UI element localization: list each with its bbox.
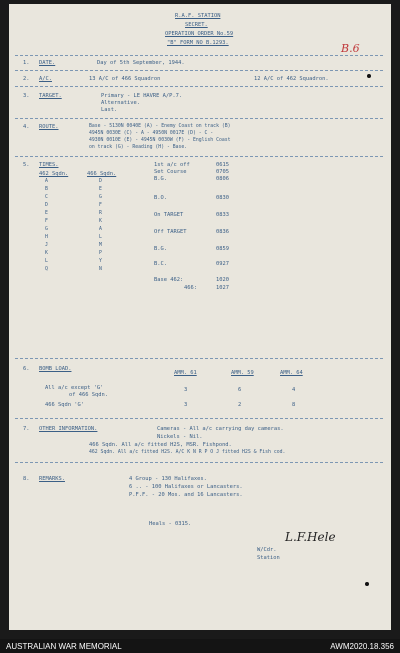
divider bbox=[15, 55, 383, 56]
aircraft-letter-462: H bbox=[45, 235, 48, 240]
aircraft-letter-466: E bbox=[99, 187, 102, 192]
time-event-label: On TARGET bbox=[154, 212, 184, 218]
bomb-value: 3 bbox=[184, 387, 188, 393]
other-info-line: Cameras - All a/c carrying day cameras. bbox=[157, 426, 284, 432]
section-5-number: 5. bbox=[23, 162, 30, 168]
section-1-number: 1. bbox=[23, 60, 30, 66]
remarks-label: REMARKS. bbox=[39, 476, 65, 482]
divider bbox=[15, 118, 383, 119]
aircraft-letter-466: K bbox=[99, 219, 102, 224]
signature-rank: W/Cdr. bbox=[257, 547, 277, 553]
aircraft-letter-462: J bbox=[45, 243, 48, 248]
aircraft-letter-462: A bbox=[45, 179, 48, 184]
time-event-value: 0859 bbox=[216, 246, 229, 252]
archive-reference: AWM2020.18.356 bbox=[330, 642, 394, 651]
order-number-heading: OPERATION ORDER No.59 bbox=[165, 31, 234, 37]
aircraft-letter-462: E bbox=[45, 211, 48, 216]
other-info-line: Nickels - Nil. bbox=[157, 434, 203, 440]
time-event-value: 1020 bbox=[216, 277, 229, 283]
section-7-number: 7. bbox=[23, 426, 30, 432]
aircraft-letter-462: L bbox=[45, 259, 48, 264]
section-8-number: 8. bbox=[23, 476, 30, 482]
time-event-label: B.C. bbox=[154, 261, 167, 267]
bomb-row-label: 466 Sqdn 'G' bbox=[45, 402, 84, 408]
archive-name: AUSTRALIAN WAR MEMORIAL bbox=[6, 642, 122, 651]
time-event-value: 0806 bbox=[216, 176, 229, 182]
section-3-number: 3. bbox=[23, 93, 30, 99]
aircraft-letter-466: F bbox=[99, 203, 102, 208]
red-corner-mark: B.6 bbox=[341, 42, 360, 55]
archive-footer bbox=[0, 639, 400, 653]
bomb-col-header: AMM. 64 bbox=[280, 370, 303, 376]
other-info-label: OTHER INFORMATION. bbox=[39, 426, 98, 432]
aircraft-letter-462: K bbox=[45, 251, 48, 256]
route-label: ROUTE. bbox=[39, 124, 59, 130]
divider bbox=[15, 358, 383, 359]
bomb-row-label: of 466 Sqdn. bbox=[69, 392, 108, 398]
bomb-value: 6 bbox=[238, 387, 242, 393]
time-event-label: B.G. bbox=[154, 246, 167, 252]
divider bbox=[15, 156, 383, 157]
divider bbox=[15, 418, 383, 419]
aircraft-letter-466: A bbox=[99, 227, 102, 232]
target-label: TARGET. bbox=[39, 93, 62, 99]
section-4-number: 4. bbox=[23, 124, 30, 130]
time-event-label: 1st a/c off bbox=[154, 162, 190, 168]
times-label: TIMES. bbox=[39, 162, 59, 168]
bomb-load-label: BOMB LOAD. bbox=[39, 366, 72, 372]
time-event-value: 0830 bbox=[216, 195, 229, 201]
route-line: 4930N 0010E (E) - 4945N 0030W (F) - English Coast bbox=[89, 138, 231, 143]
time-event-label: B.G. bbox=[154, 176, 167, 182]
bomb-value: 2 bbox=[238, 402, 242, 408]
times-462-header: 462 Sqdn. bbox=[39, 171, 69, 177]
pin-hole bbox=[365, 582, 369, 586]
route-line: 4945N 0030E (C) - A - 4950N 0017E (D) - C - bbox=[89, 131, 214, 136]
pin-hole bbox=[367, 74, 371, 78]
aircraft-letter-462: G bbox=[45, 227, 48, 232]
bomb-col-header: AMM. 59 bbox=[231, 370, 254, 376]
document-sheet bbox=[9, 4, 391, 630]
signature-title: Station bbox=[257, 555, 280, 561]
remarks-line: 4 Group - 130 Halifaxes. bbox=[129, 476, 207, 482]
date-label: DATE. bbox=[39, 60, 56, 66]
date-value: Day of 5th September, 1944. bbox=[97, 60, 185, 66]
bomb-value: 4 bbox=[292, 387, 296, 393]
time-event-value: 0833 bbox=[216, 212, 229, 218]
remarks-line: 6 .. - 100 Halifaxes or Lancasters. bbox=[129, 484, 243, 490]
time-event-label: B.O. bbox=[154, 195, 167, 201]
aircraft-letter-462: F bbox=[45, 219, 48, 224]
time-event-label: 466: bbox=[184, 285, 197, 291]
aircraft-letter-466: L bbox=[99, 235, 102, 240]
section-2-number: 2. bbox=[23, 76, 30, 82]
divider bbox=[15, 86, 383, 87]
aircraft-label: A/C. bbox=[39, 76, 52, 82]
aircraft-letter-466: G bbox=[99, 195, 102, 200]
other-info-line: 462 Sqdn. All a/c fitted H2S. A/C K N R P O J fitted H2S & Fish cod. bbox=[89, 450, 286, 455]
remarks-line: P.F.F. - 20 Mos. and 16 Lancasters. bbox=[129, 492, 243, 498]
time-event-label: Set Course bbox=[154, 169, 187, 175]
classification-heading: SECRET. bbox=[185, 22, 208, 28]
divider bbox=[15, 462, 383, 463]
route-line: on track (G) - Reading (H) - Base. bbox=[89, 145, 188, 150]
aircraft-letter-462: C bbox=[45, 195, 48, 200]
section-6-number: 6. bbox=[23, 366, 30, 372]
bomb-value: 8 bbox=[292, 402, 296, 408]
aircraft-letter-462: D bbox=[45, 203, 48, 208]
time-event-value: 0705 bbox=[216, 169, 229, 175]
handwritten-signature: L.F.Hele bbox=[285, 530, 336, 544]
divider bbox=[15, 70, 383, 71]
time-event-value: 0927 bbox=[216, 261, 229, 267]
time-event-value: 1027 bbox=[216, 285, 229, 291]
times-466-header: 466 Sqdn. bbox=[87, 171, 117, 177]
aircraft-letter-466: R bbox=[99, 211, 102, 216]
time-event-label: Base 462: bbox=[154, 277, 184, 283]
aircraft-letter-466: P bbox=[99, 251, 102, 256]
aircraft-462-count: 12 A/C of 462 Squadron. bbox=[254, 76, 329, 82]
route-line: Base - 5130N 0040E (A) - Enemy Coast on track (B) bbox=[89, 124, 231, 129]
aircraft-letter-466: M bbox=[99, 243, 102, 248]
aircraft-letter-466: D bbox=[99, 179, 102, 184]
station-heading: R.A.F. STATION bbox=[175, 13, 221, 19]
target-line: Last. bbox=[101, 107, 118, 113]
bomb-row-label: All a/c except 'G' bbox=[45, 385, 104, 391]
aircraft-letter-466: Y bbox=[99, 259, 102, 264]
bomb-col-header: AMM. 61 bbox=[174, 370, 197, 376]
time-event-value: 0615 bbox=[216, 162, 229, 168]
aircraft-466-count: 13 A/C of 466 Squadron bbox=[89, 76, 161, 82]
zero-hour-note: Heals - 0315. bbox=[149, 521, 192, 527]
target-line: Alternative. bbox=[101, 100, 140, 106]
bomb-value: 3 bbox=[184, 402, 188, 408]
target-line: Primary - LE HAVRE A/P.7. bbox=[101, 93, 183, 99]
time-event-label: Off TARGET bbox=[154, 229, 187, 235]
aircraft-letter-462: B bbox=[45, 187, 48, 192]
other-info-line: 466 Sqdn. All a/c fitted H2S, MSR. Fishpond. bbox=[89, 442, 232, 448]
form-number-heading: "B" FORM NO B.1293. bbox=[167, 40, 229, 46]
aircraft-letter-466: N bbox=[99, 267, 102, 272]
aircraft-letter-462: Q bbox=[45, 267, 48, 272]
time-event-value: 0836 bbox=[216, 229, 229, 235]
